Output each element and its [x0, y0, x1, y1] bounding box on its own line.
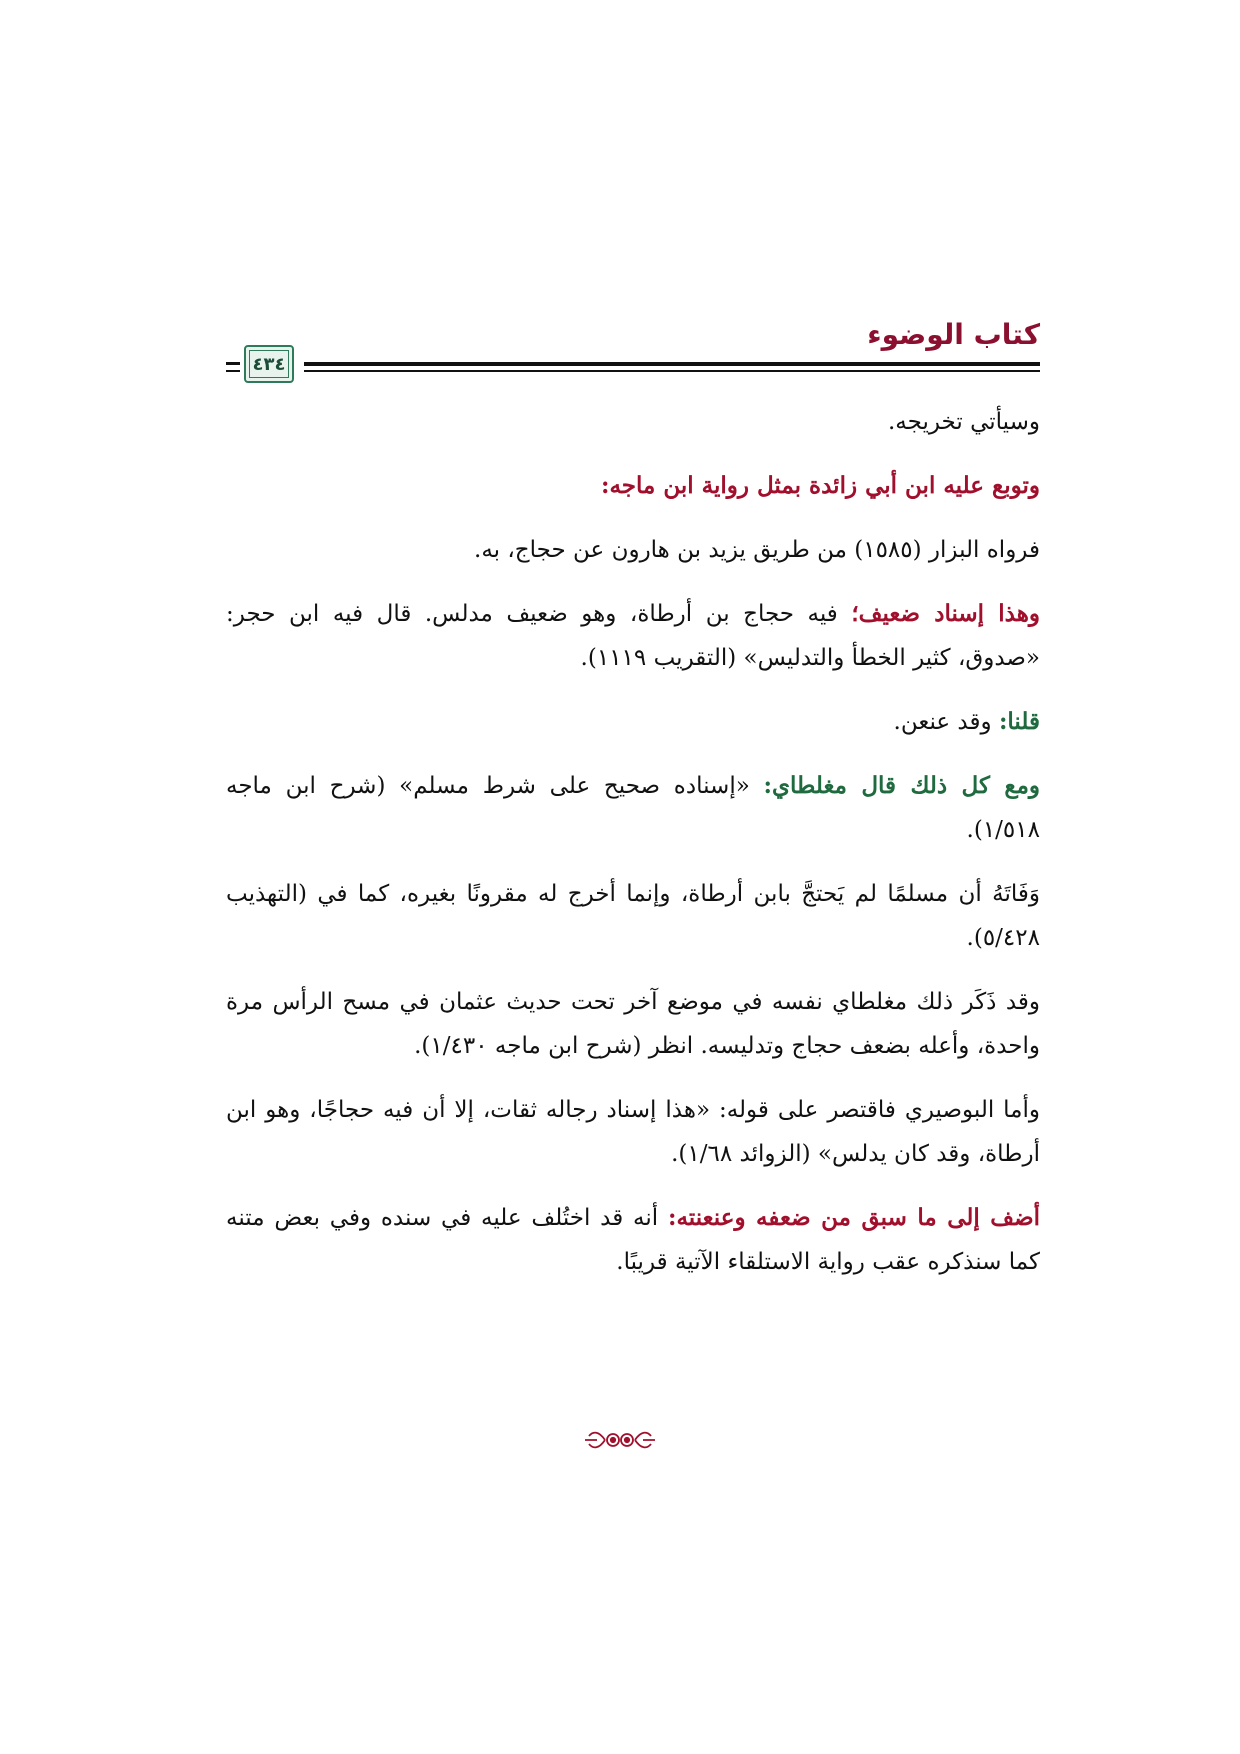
- page-header: [226, 318, 1040, 390]
- page-number-badge: [244, 345, 294, 383]
- page-body: [226, 400, 1040, 1304]
- paragraph: [226, 400, 1040, 444]
- paragraph-text: أنه قد اختُلف عليه في سنده وفي بعض متنه كما سنذكره عقب رواية الاستلقاء الآتية قريبًا.: [226, 1205, 1040, 1275]
- paragraph-lead: وهذا إسناد ضعيف؛: [851, 600, 1040, 627]
- header-rule-stub: [226, 370, 240, 372]
- subheading-text: وتوبع عليه ابن أبي زائدة بمثل رواية ابن ماجه:: [600, 472, 1040, 499]
- paragraph-text: فيه حجاج بن أرطاة، وهو ضعيف مدلس. قال فيه ابن حجر: «صدوق، كثير الخطأ والتدليس» (التقريب ١١١٩).: [226, 601, 1040, 671]
- header-rule-thick: [304, 362, 1040, 366]
- subheading: [226, 464, 1040, 508]
- paragraph-text: «إسناده صحيح على شرط مسلم» (شرح ابن ماجه ١/٥١٨).: [226, 773, 1040, 843]
- header-rule-stub: [226, 362, 240, 365]
- paragraph: [226, 592, 1040, 680]
- paragraph: [226, 764, 1040, 852]
- header-rule-thin: [304, 370, 1040, 372]
- paragraph-lead: أضف إلى ما سبق من ضعفه وعنعنته:: [667, 1204, 1040, 1231]
- paragraph-lead: ومع كل ذلك قال مغلطاي:: [763, 772, 1041, 799]
- paragraph-text: وسيأتي تخريجه.: [887, 409, 1040, 435]
- paragraph-lead: قلنا:: [998, 708, 1040, 735]
- paragraph-text: وَفَاتَهُ أن مسلمًا لم يَحتجَّ بابن أرطاة، وإنما أخرج له مقرونًا بغيره، كما في (التهذيب ٥/٤٢٨).: [226, 881, 1040, 951]
- floral-divider-icon: [583, 1427, 657, 1453]
- paragraph: [226, 1196, 1040, 1284]
- paragraph: [226, 700, 1040, 744]
- paragraph: [226, 528, 1040, 572]
- paragraph-text: وأما البوصيري فاقتصر على قوله: «هذا إسناد رجاله ثقات، إلا أن فيه حجاجًا، وهو ابن أرطاة، وقد كان يدلس» (الزوائد ١/٦٨).: [226, 1097, 1040, 1167]
- paragraph: [226, 1088, 1040, 1176]
- paragraph-text: وقد عنعن.: [893, 709, 999, 735]
- chapter-title: كتاب الوضوء: [867, 318, 1040, 351]
- page-number: ٤٣٤: [249, 350, 289, 378]
- paragraph: [226, 872, 1040, 960]
- paragraph-text: فرواه البزار (١٥٨٥) من طريق يزيد بن هارون عن حجاج، به.: [474, 537, 1040, 563]
- paragraph-text: وقد ذَكَر ذلك مغلطاي نفسه في موضع آخر تحت حديث عثمان في مسح الرأس مرة واحدة، وأعله بضعف حجاج وتدليسه. انظر (شرح ابن ماجه ١/٤٣٠).: [226, 989, 1040, 1059]
- paragraph: [226, 980, 1040, 1068]
